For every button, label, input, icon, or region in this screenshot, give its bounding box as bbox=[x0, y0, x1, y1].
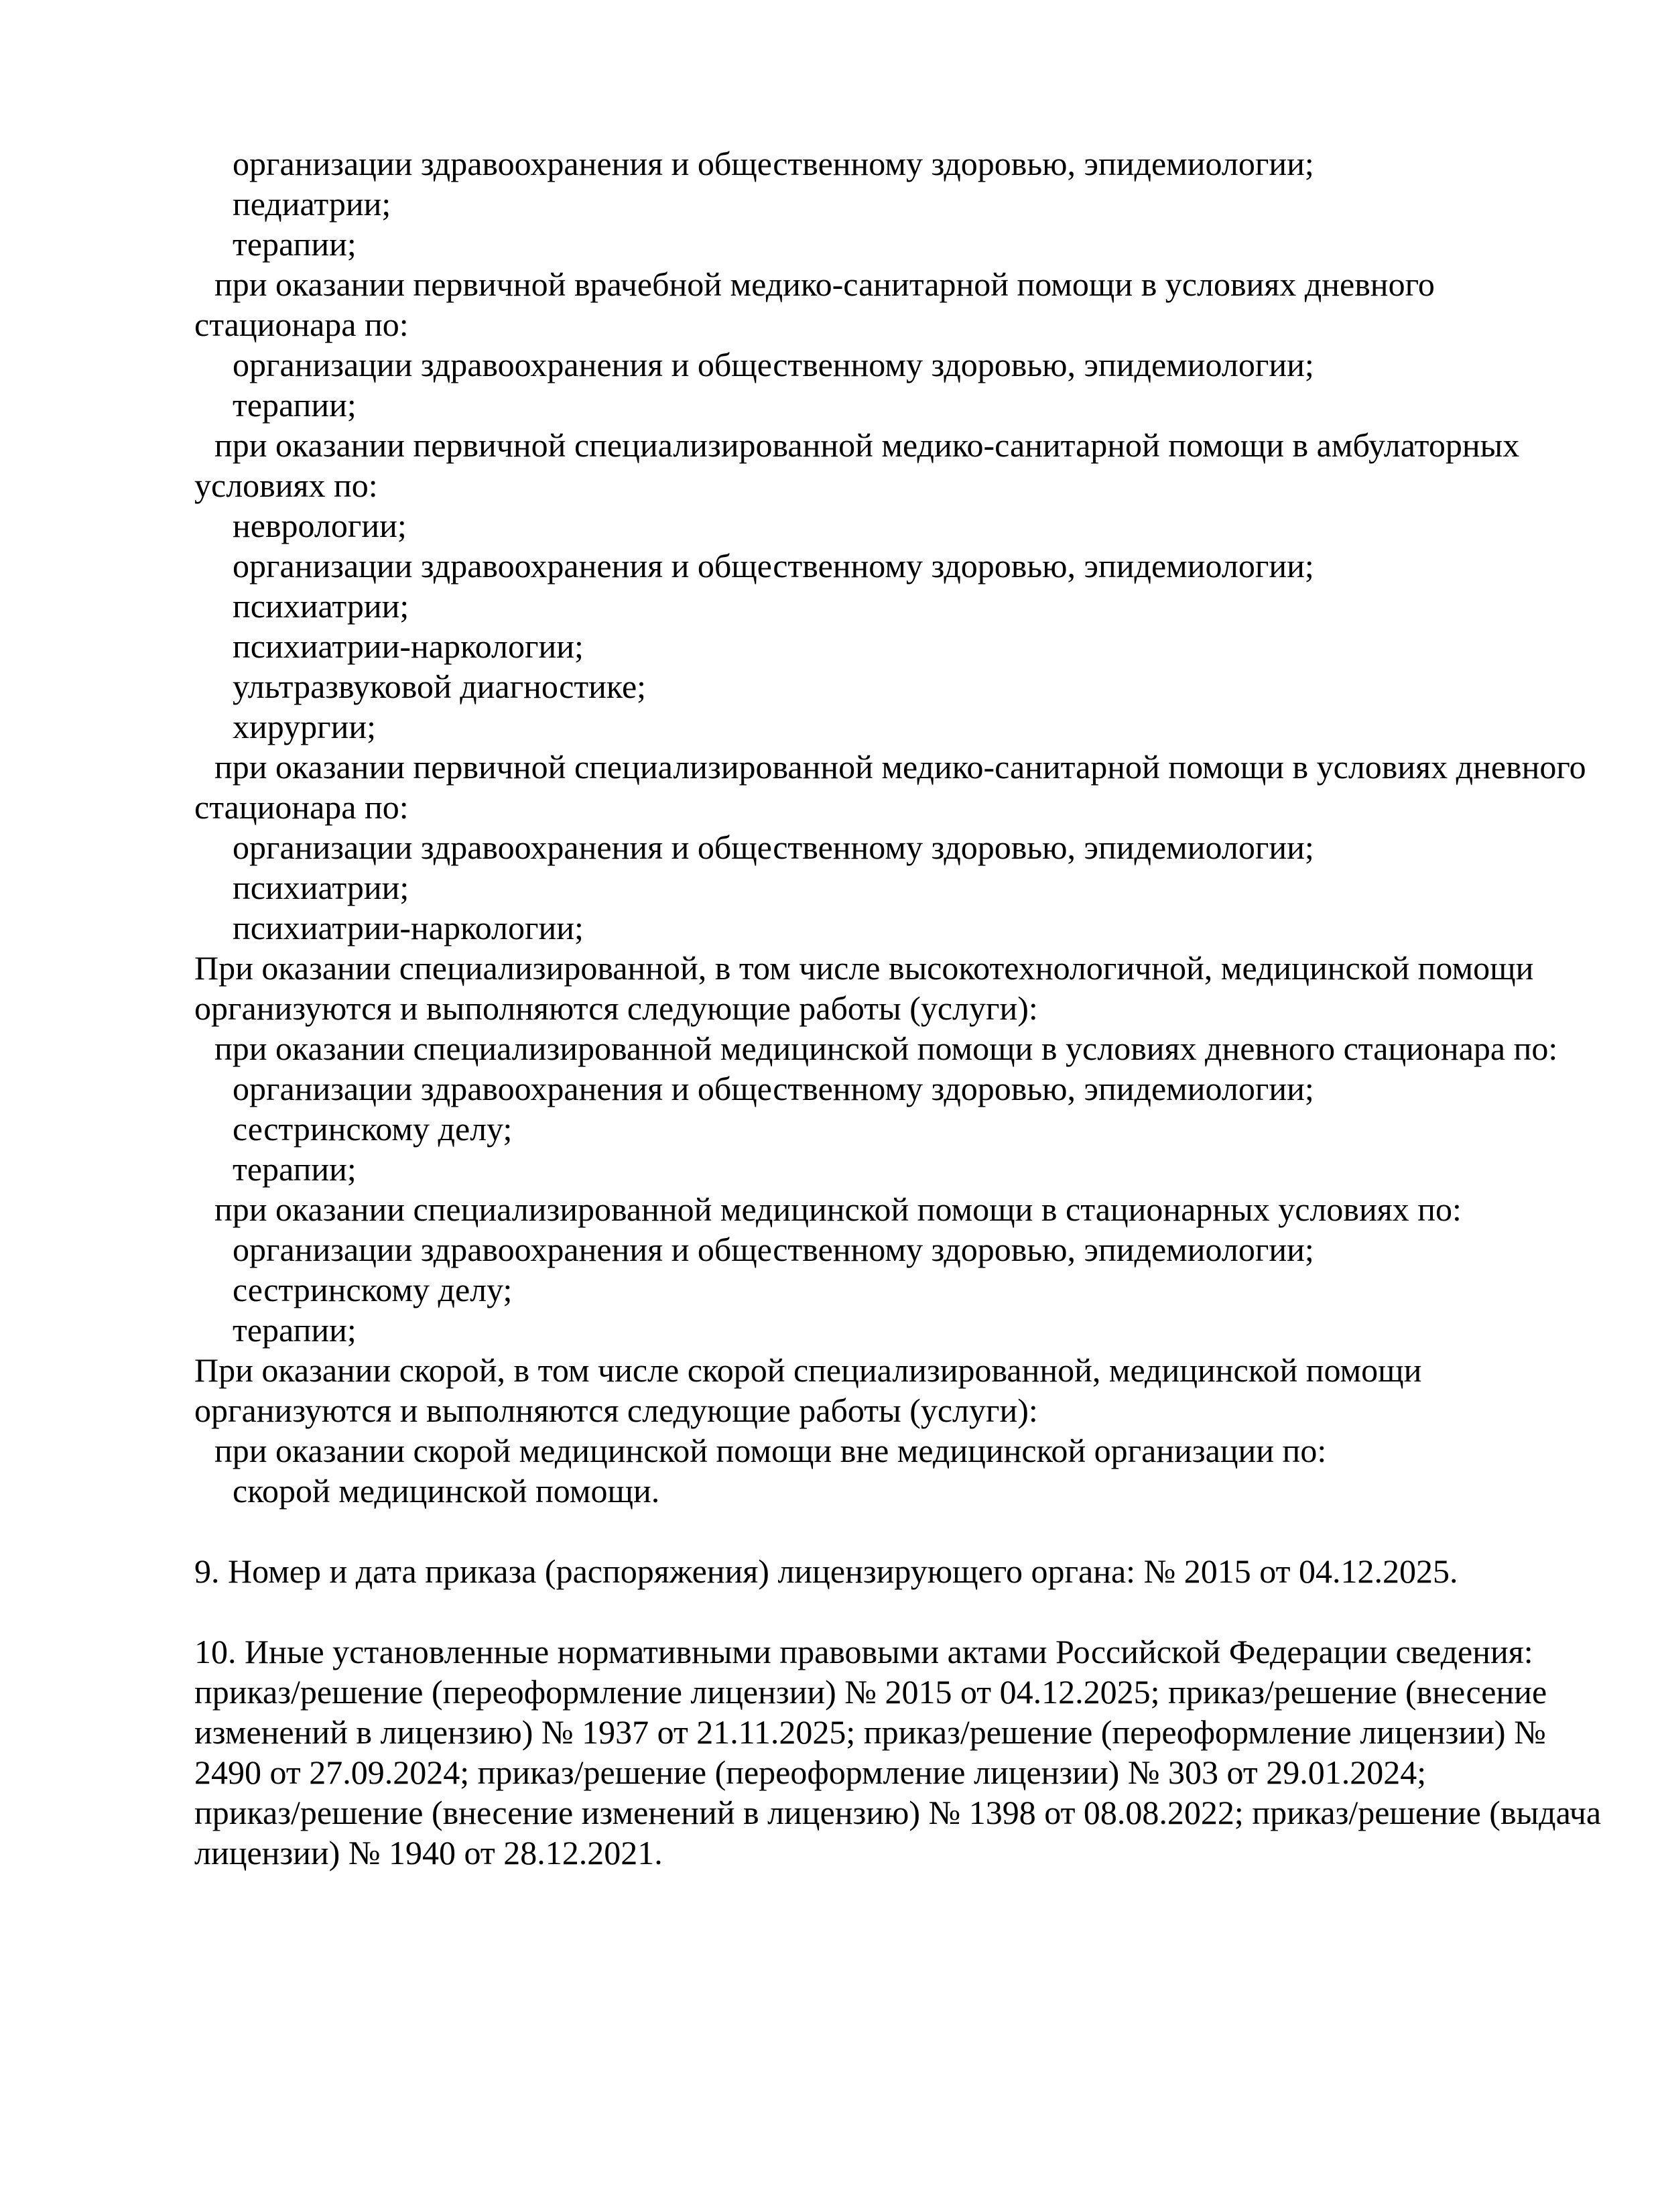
document-line: ультразвуковой диагностике; bbox=[233, 668, 647, 705]
document-line: скорой медицинской помощи. bbox=[233, 1472, 660, 1510]
document-line: организуются и выполняются следующие работы (услуги): bbox=[194, 989, 1038, 1027]
document-line: хирургии; bbox=[233, 708, 377, 745]
document-line: организации здравоохранения и общественному здоровью, эпидемиологии; bbox=[233, 547, 1314, 585]
document-line: сестринскому делу; bbox=[233, 1271, 513, 1308]
document-line: приказ/решение (переоформление лицензии) № 2015 от 04.12.2025; приказ/решение (внесение bbox=[194, 1673, 1547, 1711]
document-line: психиатрии; bbox=[233, 587, 409, 625]
document-line: терапии; bbox=[233, 1150, 357, 1188]
document-line: при оказании специализированной медицинской помощи в условиях дневного стационара по: bbox=[214, 1030, 1558, 1067]
document-line: лицензии) № 1940 от 28.12.2021. bbox=[194, 1834, 663, 1871]
document-line: сестринскому делу; bbox=[233, 1110, 513, 1148]
document-line: организуются и выполняются следующие работы (услуги): bbox=[194, 1392, 1038, 1429]
document-line: терапии; bbox=[233, 225, 357, 263]
document-line: организации здравоохранения и общественному здоровью, эпидемиологии; bbox=[233, 828, 1314, 866]
document-line: организации здравоохранения и общественному здоровью, эпидемиологии; bbox=[233, 1070, 1314, 1107]
document-line: изменений в лицензию) № 1937 от 21.11.2025; приказ/решение (переоформление лицензии) № bbox=[194, 1713, 1546, 1751]
document-line: условиях по: bbox=[194, 467, 378, 504]
document-line: организации здравоохранения и общественному здоровью, эпидемиологии; bbox=[233, 145, 1314, 182]
document-line: 10. Иные установленные нормативными правовыми актами Российской Федерации сведения: bbox=[194, 1633, 1533, 1670]
document-line: организации здравоохранения и общественному здоровью, эпидемиологии; bbox=[233, 1231, 1314, 1268]
document-line: организации здравоохранения и общественному здоровью, эпидемиологии; bbox=[233, 346, 1314, 383]
document-line: психиатрии; bbox=[233, 869, 409, 906]
document-line: терапии; bbox=[233, 1311, 357, 1349]
document-line: при оказании специализированной медицинской помощи в стационарных условиях по: bbox=[214, 1190, 1462, 1228]
document-line: 9. Номер и дата приказа (распоряжения) лицензирующего органа: № 2015 от 04.12.2025. bbox=[194, 1552, 1458, 1590]
document-line: При оказании скорой, в том числе скорой специализированной, медицинской помощи bbox=[194, 1351, 1422, 1389]
document-line: психиатрии-наркологии; bbox=[233, 909, 584, 946]
document-line: 2490 от 27.09.2024; приказ/решение (переоформление лицензии) № 303 от 29.01.2024; bbox=[194, 1754, 1427, 1791]
document-line: при оказании первичной специализированной медико-санитарной помощи в амбулаторных bbox=[214, 426, 1520, 464]
document-line: стационара по: bbox=[194, 788, 409, 826]
document-line: при оказании первичной врачебной медико-санитарной помощи в условиях дневного bbox=[214, 265, 1435, 303]
document-line: психиатрии-наркологии; bbox=[233, 627, 584, 665]
document-line: терапии; bbox=[233, 386, 357, 424]
document-line: стационара по: bbox=[194, 306, 409, 343]
document-line: приказ/решение (внесение изменений в лицензию) № 1398 от 08.08.2022; приказ/решение (выдача bbox=[194, 1794, 1602, 1831]
license-text-block bbox=[194, 143, 1602, 1873]
document-line: педиатрии; bbox=[233, 185, 391, 223]
document-line: неврологии; bbox=[233, 507, 407, 544]
document-line: при оказании первичной специализированной медико-санитарной помощи в условиях дневного bbox=[214, 748, 1586, 786]
document-line: при оказании скорой медицинской помощи вне медицинской организации по: bbox=[214, 1432, 1327, 1469]
document-line: При оказании специализированной, в том числе высокотехнологичной, медицинской помощи bbox=[194, 949, 1534, 987]
blank-line bbox=[194, 1511, 1602, 1551]
blank-line bbox=[194, 1591, 1602, 1632]
